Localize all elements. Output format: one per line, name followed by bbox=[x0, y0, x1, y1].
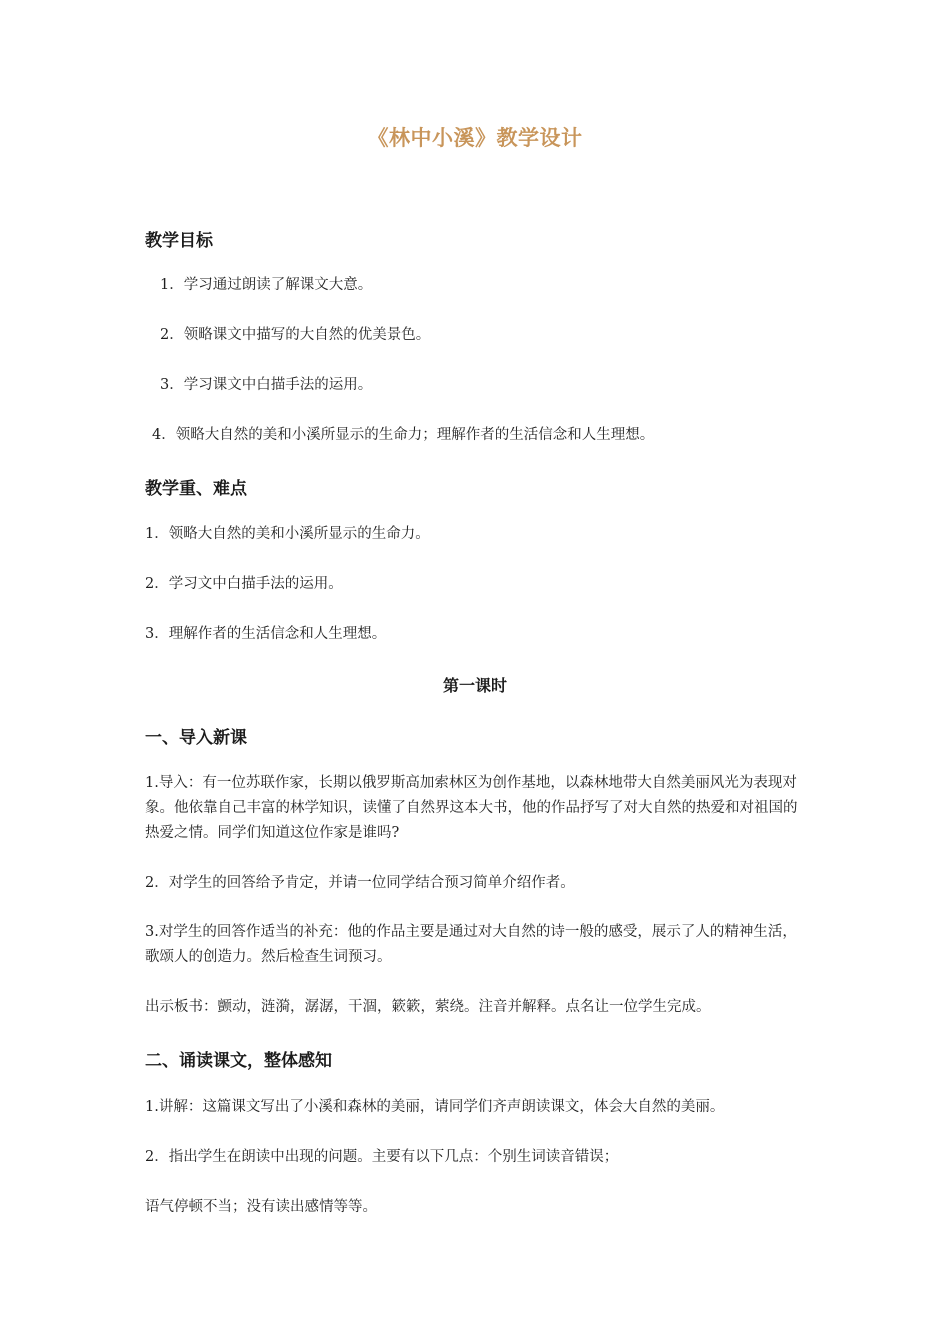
paragraph: 1.讲解：这篇课文写出了小溪和森林的美丽，请同学们齐声朗读课文，体会大自然的美丽。 bbox=[145, 1099, 725, 1115]
key-point-item: 3．理解作者的生活信念和人生理想。 bbox=[145, 626, 387, 642]
paragraph: 1.导入：有一位苏联作家，长期以俄罗斯高加索林区为创作基地，以森林地带大自然美丽风光为表现对象。他依靠自己丰富的林学知识，读懂了自然界这本大书，他的作品抒写了对大自然的热爱和对祖国的热爱之情。同学们知道这位作家是谁吗? bbox=[145, 775, 798, 841]
key-point-item: 2．学习文中白描手法的运用。 bbox=[145, 576, 343, 592]
paragraph: 语气停顿不当；没有读出感情等等。 bbox=[145, 1199, 377, 1215]
heading-key-points: 教学重、难点 bbox=[145, 479, 247, 499]
paragraph: 3.对学生的回答作适当的补充：他的作品主要是通过对大自然的诗一般的感受，展示了人的精神生活，歌颂人的创造力。然后检查生词预习。 bbox=[145, 924, 797, 965]
goal-item: 2．领略课文中描写的大自然的优美景色。 bbox=[160, 327, 431, 343]
heading-section-reading: 二、诵读课文，整体感知 bbox=[145, 1051, 332, 1071]
heading-section-intro: 一、导入新课 bbox=[145, 728, 247, 748]
key-point-item: 1．领略大自然的美和小溪所显示的生命力。 bbox=[145, 526, 430, 542]
heading-teaching-goals: 教学目标 bbox=[145, 231, 213, 251]
document-title: 《林中小溪》教学设计 bbox=[367, 125, 583, 150]
paragraph: 2．指出学生在朗读中出现的问题。主要有以下几点：个别生词读音错误； bbox=[145, 1149, 619, 1165]
paragraph: 2．对学生的回答给予肯定，并请一位同学结合预习简单介绍作者。 bbox=[145, 875, 575, 891]
goal-item: 4．领略大自然的美和小溪所显示的生命力；理解作者的生活信念和人生理想。 bbox=[152, 427, 655, 443]
paragraph: 出示板书：颤动，涟漪，潺潺，干涸，簌簌，萦绕。注音并解释。点名让一位学生完成。 bbox=[145, 999, 711, 1015]
goal-item: 1．学习通过朗读了解课文大意。 bbox=[160, 277, 373, 293]
goal-item: 3．学习课文中白描手法的运用。 bbox=[160, 377, 373, 393]
heading-lesson-one: 第一课时 bbox=[442, 676, 507, 695]
